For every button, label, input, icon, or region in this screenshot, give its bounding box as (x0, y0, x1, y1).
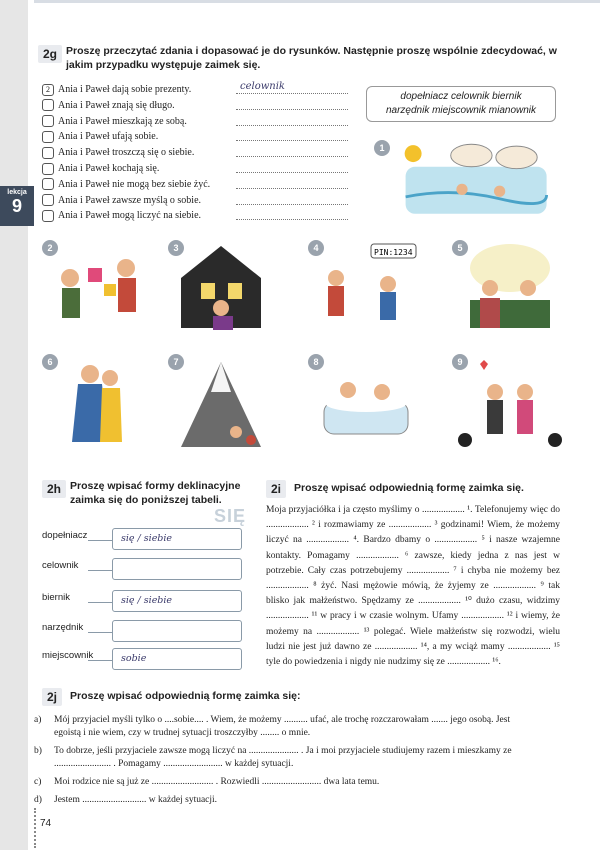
declension-case-label: miejscownik (42, 650, 94, 661)
illustration-3 (166, 238, 286, 338)
exercise-2g-item (42, 145, 194, 160)
declension-case-label: narzędnik (42, 622, 84, 633)
lesson-tab-number: 9 (11, 196, 22, 216)
sentence-text: Ania i Paweł dają sobie prezenty. (58, 84, 192, 95)
answer-checkbox[interactable] (42, 210, 54, 222)
declension-answer-box[interactable] (112, 620, 242, 642)
declension-answer-box[interactable] (112, 558, 242, 580)
line-text: Mój przyjaciel myśli tylko o ....sobie.... . Wiem, że możemy .......... ufać, ale trochę rozczarowałam ....... jego osobą. Jest (54, 715, 511, 725)
sentence-text: Ania i Paweł nie mogą bez siebie żyć. (58, 178, 211, 190)
declension-case-label: celownik (42, 560, 79, 571)
case-answer-line[interactable] (236, 145, 348, 157)
line-label: b) (34, 746, 42, 756)
illustration-6 (40, 352, 160, 452)
picture-number: 4 (308, 240, 324, 256)
page-number: 74 (40, 818, 52, 829)
declension-case-label: biernik (42, 592, 70, 603)
line-label: c) (34, 777, 42, 787)
sentence-text: Ania i Paweł mieszkają ze sobą. (58, 115, 187, 127)
case-options-box (366, 86, 556, 122)
answer-checkbox[interactable] (42, 131, 54, 143)
answer-checkbox[interactable]: 2 (42, 84, 54, 96)
sentence-text: Ania i Paweł troszczą się o siebie. (58, 147, 195, 159)
case-answer-line[interactable] (236, 98, 348, 110)
connector-line (88, 570, 112, 571)
sentence-text: Ania i Paweł mogą liczyć na siebie. (58, 210, 202, 222)
line-text: Jestem ........................... w każdej sytuacji. (54, 795, 218, 805)
case-answer-line[interactable]: celownik (236, 82, 348, 94)
exercise-2i-number: 2i (266, 480, 286, 498)
picture-number: 1 (374, 140, 390, 156)
connector-line (88, 602, 112, 603)
top-rule (34, 0, 600, 3)
picture-number: 8 (308, 354, 324, 370)
answer-checkbox[interactable] (42, 163, 54, 175)
exercise-2g-item (42, 114, 187, 129)
picture-number: 2 (42, 240, 58, 256)
case-options-line2: narzędnik miejscownik mianownik (385, 105, 537, 116)
case-answer-line[interactable] (236, 161, 348, 173)
exercise-2h-title: Proszę wpisać formy deklinacyjne zaimka się do poniższej tabeli. (70, 480, 241, 506)
illustration-4 (306, 238, 426, 338)
line-label: a) (34, 715, 42, 725)
line-label: d) (34, 795, 42, 805)
sentence-text: Ania i Paweł kochają się. (58, 163, 160, 174)
exercise-2g-item (42, 177, 210, 192)
exercise-2j-line (34, 776, 574, 789)
illustration-5 (450, 238, 570, 338)
illustration-1 (368, 138, 556, 220)
case-answer-line[interactable] (236, 208, 348, 220)
answer-checkbox[interactable] (42, 194, 54, 206)
case-options-line1: dopełniacz celownik biernik (400, 91, 522, 102)
sentence-text: Ania i Paweł ufają sobie. (58, 131, 159, 143)
pic4-sign: PIN:1234 (374, 248, 413, 257)
answer-checkbox[interactable] (42, 147, 54, 159)
picture-number: 5 (452, 240, 468, 256)
picture-number: 6 (42, 354, 58, 370)
exercise-2h-number: 2h (42, 480, 66, 498)
exercise-2g-item (42, 161, 159, 176)
line-text: Moi rodzice nie są już ze .......................... . Rozwiedli ......................... dwa lata temu. (54, 777, 380, 787)
page-margin-dots (34, 808, 37, 848)
exercise-2j-line (34, 714, 574, 727)
exercise-2j-number: 2j (42, 688, 62, 706)
answer-checkbox[interactable] (42, 178, 54, 190)
illustration-9 (450, 352, 570, 452)
illustration-2 (40, 238, 160, 338)
picture-number: 7 (168, 354, 184, 370)
case-answer-line[interactable] (236, 129, 348, 141)
exercise-2j-title: Proszę wpisać odpowiednią formę zaimka się: (70, 690, 301, 702)
exercise-2j-line (34, 727, 574, 740)
answer-checkbox[interactable] (42, 99, 54, 111)
exercise-2i-title: Proszę wpisać odpowiednią formę zaimka się. (294, 482, 524, 494)
picture-number: 9 (452, 354, 468, 370)
sentence-text: Ania i Paweł zawsze myślą o sobie. (58, 194, 202, 206)
case-answer-line[interactable] (236, 114, 348, 126)
case-answer-line[interactable] (236, 193, 348, 205)
declension-answer-box[interactable]: się / siebie (112, 590, 242, 612)
side-margin (0, 0, 28, 850)
exercise-2g-item (42, 98, 175, 113)
connector-line (88, 660, 112, 661)
exercise-2g-item (42, 82, 191, 97)
answer-checkbox[interactable] (42, 115, 54, 127)
declension-case-label: dopełniacz (42, 530, 88, 541)
declension-answer-box[interactable]: się / siebie (112, 528, 242, 550)
picture-number: 3 (168, 240, 184, 256)
lesson-tab-label: lekcja (7, 189, 27, 196)
line-text: To dobrze, jeśli przyjaciele zawsze mogą liczyć na ..................... . Ja i moi przyjaciele studiujemy razem i mieszkamy ze (54, 746, 512, 756)
connector-line (88, 540, 112, 541)
exercise-2i-text: Moja przyjaciółka i ja często myślimy o .................. ¹. Telefonujemy więc do .................. ² i rozmawiamy ze .................. ³ godzinami! Wiem, że możemy liczyć na .................. ⁴. Bardzo dbamy o .................. ⁵ i nasze wzajemne kontakty. Pomagamy .................. ⁶ zawsze, kiedy jedna z nas jest w potrzebie. Cały czas potrzebujemy .................. ⁷ i chyba nie możemy bez .................. ⁸ żyć. Nasi mężowie mówią, że żyjemy ze .................. ⁹ tak blisko jak małżeństwo. Spędzamy ze .................. ¹⁰ dużo czasu, widzimy .................. ¹¹ w pracy i w czasie wolnym. Ufamy .................. ¹² i wiemy, że możemy na .................. ¹³ polegać. Wiele małżeństw się rozwodzi, wielu ludzi nie jest już dawno ze .................. ¹⁴, a my wciąż mamy .................. ¹⁵ tyle do powiedzenia i nigdy nie nudzimy się ze .................. ¹⁶. (266, 505, 560, 668)
exercise-2g-item (42, 129, 158, 144)
exercise-2j-line (34, 794, 574, 807)
exercise-2j-line (34, 758, 574, 771)
exercise-2g-item (42, 193, 201, 208)
lesson-tab (0, 186, 34, 226)
sentence-text: Ania i Paweł znają się długo. (58, 99, 175, 111)
case-answer-line[interactable] (236, 177, 348, 189)
connector-line (88, 632, 112, 633)
line-text: ........................ . Pomagamy ......................... w każdej sytuacji. (54, 759, 294, 769)
exercise-2g-number: 2g (38, 45, 62, 63)
exercise-2j-line (34, 745, 574, 758)
sie-watermark: SIĘ (214, 506, 247, 526)
illustration-8 (306, 352, 426, 452)
line-text: egoistą i nie wiem, czy w trudnej sytuacji troszczyłby ........ o mnie. (54, 728, 311, 738)
illustration-7 (166, 352, 286, 452)
exercise-2g-item (42, 208, 201, 223)
declension-answer-box[interactable]: sobie (112, 648, 242, 670)
exercise-2g-title: Proszę przeczytać zdania i dopasować je do rysunków. Następnie proszę wspólnie zdecydować, w jakim przypadku występuje zaimek się. (66, 45, 557, 71)
